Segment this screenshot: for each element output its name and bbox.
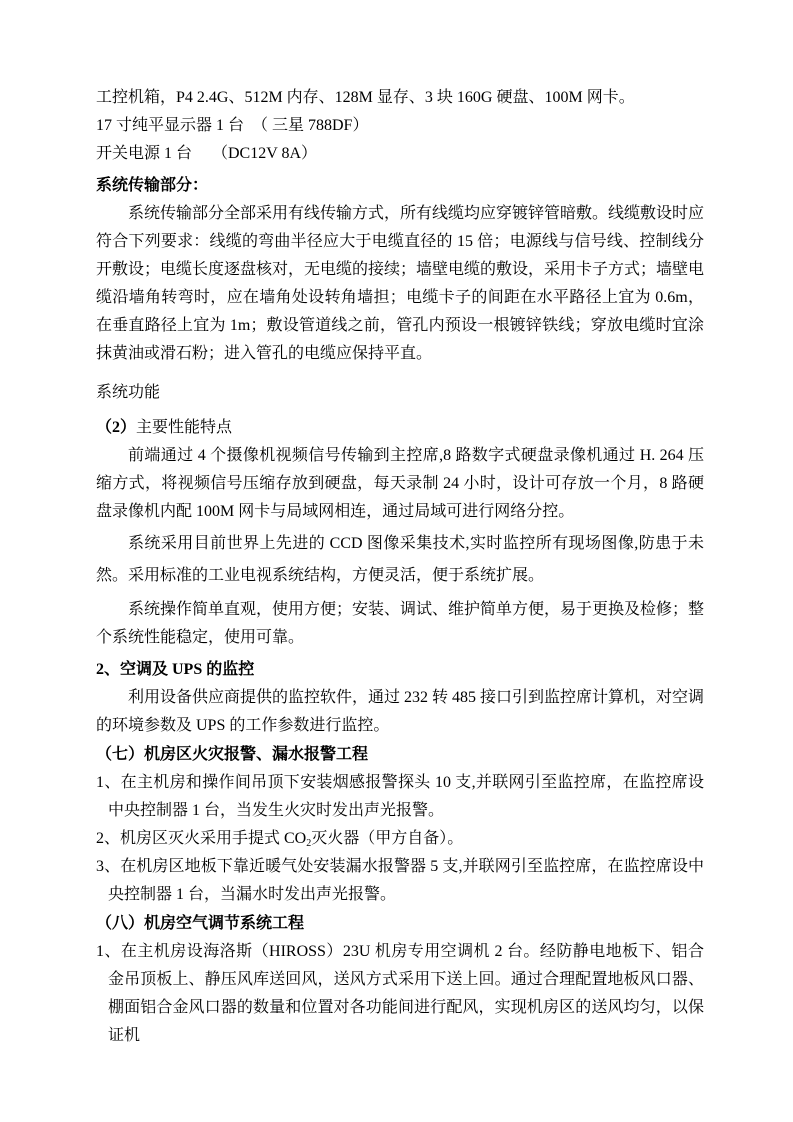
co2-subscript: 2 [306,838,312,849]
section-heading-transmission: 系统传输部分： [96,177,209,194]
numbered-heading-label: 主要性能特点 [136,419,233,436]
section-heading-fire-water-alarm: （七）机房区火灾报警、漏水报警工程 [96,746,369,763]
section-heading-air-conditioning: （八）机房空气调节系统工程 [96,915,305,932]
spec-line-monitor: 17 寸纯平显示器 1 台 （ 三星 788DF） [96,117,369,134]
list-item-water-leak-alarm: 3、在机房区地板下靠近暖气处安装漏水报警器 5 支,并联网引至监控席，在监控席设中央控制器 1 台，当漏水时发出声光报警。 [96,858,704,903]
list-item-co2-pre: 2、机房区灭火采用手提式 CO [96,830,307,847]
spec-line-power-supply: 开关电源 1 台 （DC12V 8A） [96,145,318,162]
document-content [96,84,704,1050]
list-item-co2-post: 灭火器（甲方自备）。 [311,830,464,847]
numbered-heading-prefix: （2） [96,419,137,436]
subsection-system-functions: 系统功能 [96,384,161,401]
list-item-hiross-aircon: 1、在主机房设海洛斯（HIROSS）23U 机房专用空调机 2 台。经防静电地板下、铝合金吊顶板上、静压风库送回风，送风方式采用下送上回。通过合理配置地板风口器、棚面铝合金风口器的数量和位置对各功能间进行配风，实现机房区的送风均匀，以保证机 [96,943,704,1044]
paragraph-dvr-recording: 前端通过 4 个摄像机视频信号传输到主控席,8 路数字式硬盘录像机通过 H. 264 压缩方式，将视频信号压缩存放到硬盘，每天录制 24 小时，设计可存放一个月，8 路硬盘录像机内配 100M 网卡与局域网相连，通过局域可进行网络分控。 [96,447,704,520]
numbered-heading-performance [96,414,704,442]
list-item-co2-extinguisher [96,825,704,853]
spec-line-industrial-chassis: 工控机箱，P4 2.4G、512M 内存、128M 显存、3 块 160G 硬盘、100M 网卡。 [96,89,635,106]
list-item-smoke-detectors: 1、在主机房和操作间吊顶下安装烟感报警探头 10 支,并联网引至监控席，在监控席设中央控制器 1 台，当发生火灾时发出声光报警。 [96,774,704,819]
paragraph-cable-requirements: 系统传输部分全部采用有线传输方式，所有线缆均应穿镀锌管暗敷。线缆敷设时应符合下列要求：线缆的弯曲半径应大于电缆直径的 15 倍；电源线与信号线、控制线分开敷设；电缆长度逐盘核对，无电缆的接续；墙壁电缆的敷设，采用卡子方式；墙壁电缆沿墙角转弯时，应在墙角处设转角墙担；电缆卡子的间距在水平路径上宜为 0.6m，在垂直路径上宜为 1m；敷设管道线之前，管孔内预设一根镀锌铁线；穿放电缆时宜涂抹黄油或滑石粉；进入管孔的电缆应保持平直。 [96,205,705,362]
section-heading-aircon-ups-monitoring: 2、空调及 UPS 的监控 [96,661,255,678]
paragraph-ccd-technology: 系统采用目前世界上先进的 CCD 图像采集技术,实时监控所有现场图像,防患于未然。采用标准的工业电视系统结构，方便灵活，便于系统扩展。 [96,535,704,584]
paragraph-monitoring-software: 利用设备供应商提供的监控软件，通过 232 转 485 接口引到监控席计算机，对空调的环境参数及 UPS 的工作参数进行监控。 [96,689,705,734]
paragraph-system-operation: 系统操作简单直观，使用方便；安装、调试、维护简单方便，易于更换及检修；整个系统性能稳定，使用可靠。 [96,601,705,646]
